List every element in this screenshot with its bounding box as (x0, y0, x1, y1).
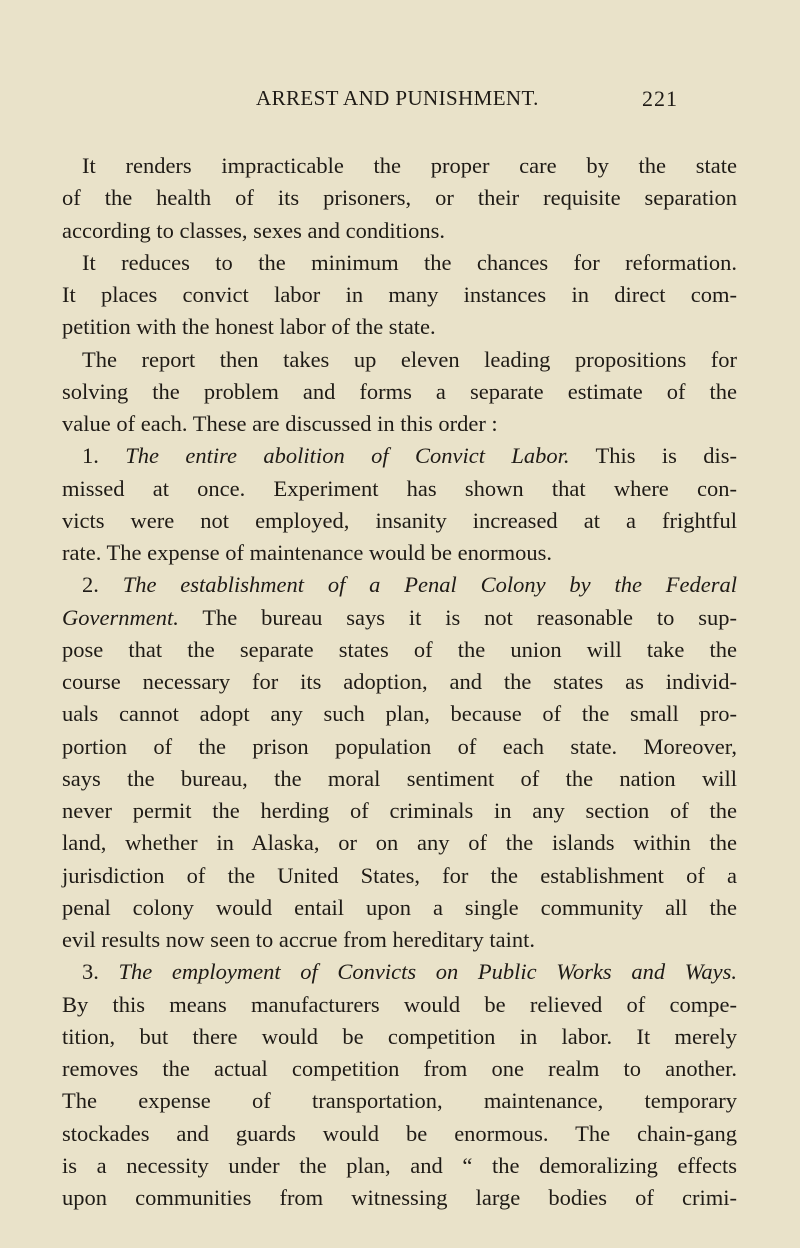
text-line: jurisdiction of the United States, for the establishment of a (62, 862, 737, 888)
text-line: according to classes, sexes and conditions. (62, 217, 446, 243)
text-line: tition, but there would be competition in labor. It merely (62, 1023, 737, 1049)
text-line: value of each. These are discussed in this order : (62, 411, 498, 436)
text-line: pose that the separate states of the union will take the (62, 636, 737, 662)
text-line: 2. The establishment of a Penal Colony by the Federal (82, 572, 737, 598)
text-line: portion of the prison population of each state. Moreover, (62, 733, 737, 759)
text-line: land, whether in Alaska, or on any of the islands within the (62, 830, 737, 856)
text-line: never permit the herding of criminals in any section of the (62, 798, 737, 823)
running-header (0, 86, 800, 122)
text-line: The expense of transportation, maintenance, temporary (62, 1088, 737, 1114)
text-line: 3. The employment of Convicts on Public Works and Ways. (82, 959, 738, 985)
text-line: removes the actual competition from one realm to another. (62, 1056, 737, 1081)
text-line: says the bureau, the moral sentiment of the nation will (62, 765, 737, 791)
text-line: The report then takes up eleven leading propositions for (82, 346, 737, 372)
text-line: rate. The expense of maintenance would be enormous. (62, 540, 553, 565)
text-line: victs were not employed, insanity increased at a frightful (62, 507, 737, 533)
text-line: upon communities from witnessing large bodies of crimi- (62, 1185, 737, 1210)
text-line: By this means manufacturers would be relieved of compe- (62, 991, 737, 1017)
text-line: petition with the honest labor of the state. (62, 314, 436, 340)
text-line: stockades and guards would be enormous. The chain-gang (62, 1120, 737, 1146)
page-number: 221 (642, 86, 678, 111)
text-line: 1. The entire abolition of Convict Labor. This is dis- (82, 443, 737, 469)
running-head-title: ARREST AND PUNISHMENT. (256, 86, 539, 110)
text-line: It places convict labor in many instances in direct com- (62, 282, 737, 307)
text-line: penal colony would entail upon a single community all the (62, 894, 737, 920)
body-text (62, 150, 737, 1214)
text-line: evil results now seen to accrue from hereditary taint. (62, 927, 535, 952)
text-line: missed at once. Experiment has shown that where con- (62, 475, 737, 501)
text-line: is a necessity under the plan, and “ the demoralizing effects (62, 1152, 737, 1178)
text-line: course necessary for its adoption, and the states as individ- (62, 669, 737, 694)
text-line: It reduces to the minimum the chances for reformation. (82, 249, 737, 275)
text-line: uals cannot adopt any such plan, because of the small pro- (62, 701, 737, 727)
text-line: of the health of its prisoners, or their requisite separation (62, 185, 737, 211)
text-line: solving the problem and forms a separate estimate of the (62, 378, 737, 404)
text-line: It renders impracticable the proper care by the state (82, 153, 737, 178)
text-line: Government. The bureau says it is not reasonable to sup- (62, 604, 737, 630)
